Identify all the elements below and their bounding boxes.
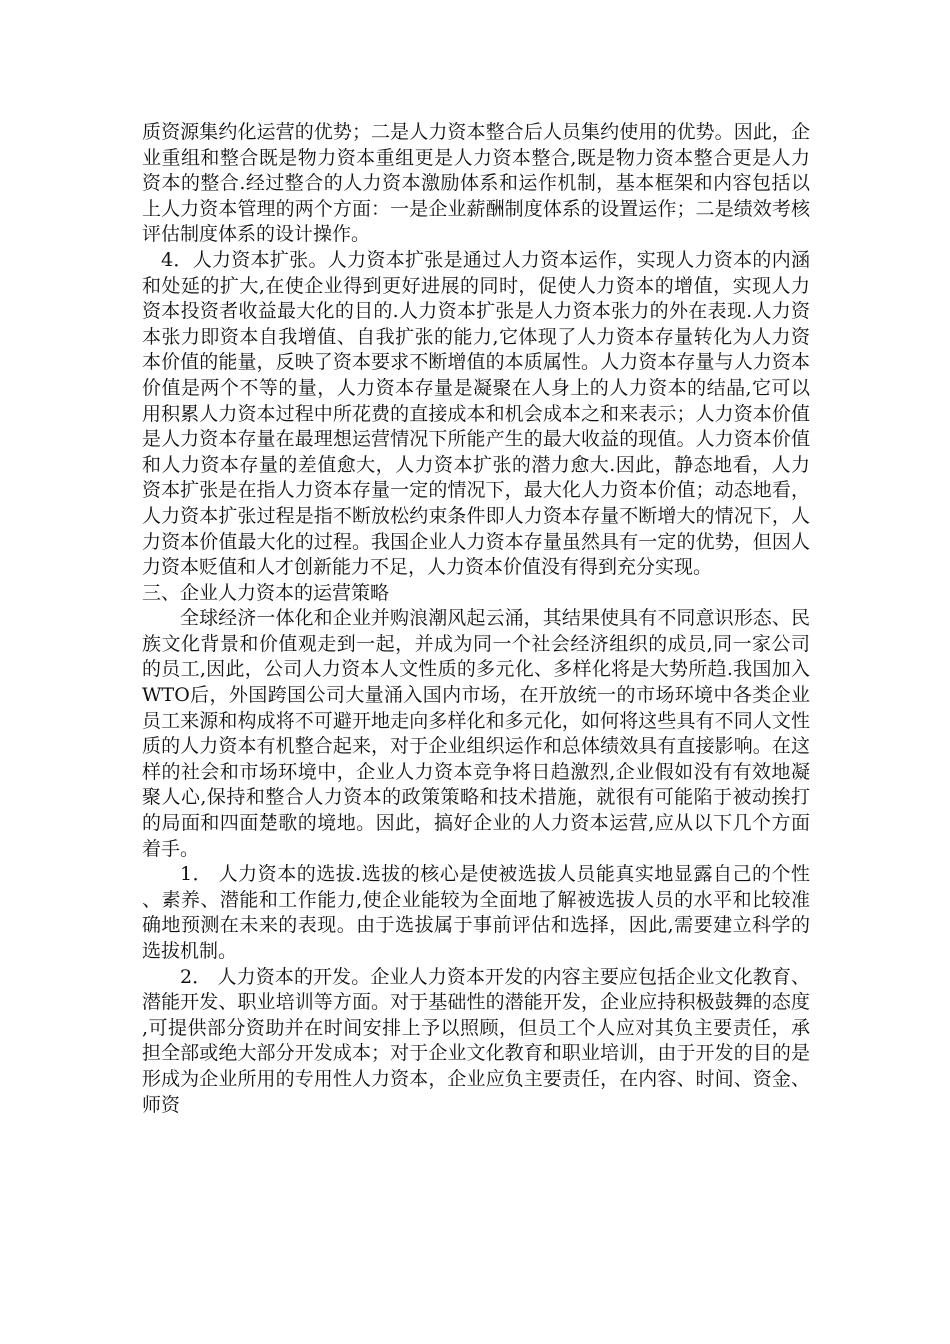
paragraph-selection: 1． 人力资本的选拔.选拔的核心是使被选拔人员能真实地显露自己的个性、素养、潜能和工作能力,使企业能较为全面地了解被选拔人员的水平和比较准确地预测在未来的表现。由于选拔属于事前评估和选择，因此,需要建立科学的选拔机制。 (142, 863, 810, 962)
paragraph-development: 2． 人力资本的开发。企业人力资本开发的内容主要应包括企业文化教育、潜能开发、职业培训等方面。对于基础性的潜能开发，企业应持积极鼓舞的态度,可提供部分资助并在时间安排上予以照顾，但员工个人应对其负主要责任，承担全部或绝大部分开发成本；对于企业文化教育和职业培训，由于开发的目的是形成为企业所用的专用性人力资本，企业应负主要责任，在内容、时间、资金、师资 (142, 965, 810, 1116)
paragraph-globalization: 全球经济一体化和企业并购浪潮风起云涌，其结果使具有不同意识形态、民族文化背景和价值观走到一起，并成为同一个社会经济组织的成员,同一家公司的员工,因此，公司人力资本人文性质的多元化、多样化将是大势所趋.我国加入WTO后，外国跨国公司大量涌入国内市场，在开放统一的市场环境中各类企业员工来源和构成将不可避开地走向多样化和多元化，如何将这些具有不同人文性质的人力资本有机整合起来，对于企业组织运作和总体绩效具有直接影响。在这样的社会和市场环境中，企业人力资本竞争将日趋激烈,企业假如没有有效地凝聚人心,保持和整合人力资本的政策策略和技术措施，就很有可能陷于被动挨打的局面和四面楚歌的境地。因此，搞好企业的人力资本运营,应从以下几个方面着手。 (142, 607, 810, 860)
section-heading-strategy: 三、企业人力资本的运营策略 (142, 581, 390, 604)
paragraph-capital-expansion: 4．人力资本扩张。人力资本扩张是通过人力资本运作，实现人力资本的内涵和处延的扩大,在使企业得到更好进展的同时，促使人力资本的增值，实现人力资本投资者收益最大化的目的.人力资本扩张是人力资本张力的外在表现.人力资本张力即资本自我增值、自我扩张的能力,它体现了人力资本存量转化为人力资本价值的能量，反映了资本要求不断增值的本质属性。人力资本存量与人力资本价值是两个不等的量，人力资本存量是凝聚在人身上的人力资本的结晶,它可以用积累人力资本过程中所花费的直接成本和机会成本之和来表示；人力资本价值是人力资本存量在最理想运营情况下所能产生的最大收益的现值。人力资本价值和人力资本存量的差值愈大，人力资本扩张的潜力愈大.因此，静态地看，人力资本扩张是在指人力资本存量一定的情况下，最大化人力资本价值；动态地看，人力资本扩张过程是指不断放松约束条件即人力资本存量不断增大的情况下，人力资本价值最大化的过程。我国企业人力资本存量虽然具有一定的优势，但因人力资本贬值和人才创新能力不足，人力资本价值没有得到充分实现。 (142, 248, 810, 579)
document-page (142, 120, 810, 1118)
paragraph-integration-continued: 质资源集约化运营的优势；二是人力资本整合后人员集约使用的优势。因此，企业重组和整合既是物力资本重组更是人力资本整合,既是物力资本整合更是人力资本的整合.经过整合的人力资本激励体系和运作机制，基本框架和内容包括以上人力资本管理的两个方面：一是企业薪酬制度体系的设置运作；二是绩效考核评估制度体系的设计操作。 (142, 121, 810, 246)
